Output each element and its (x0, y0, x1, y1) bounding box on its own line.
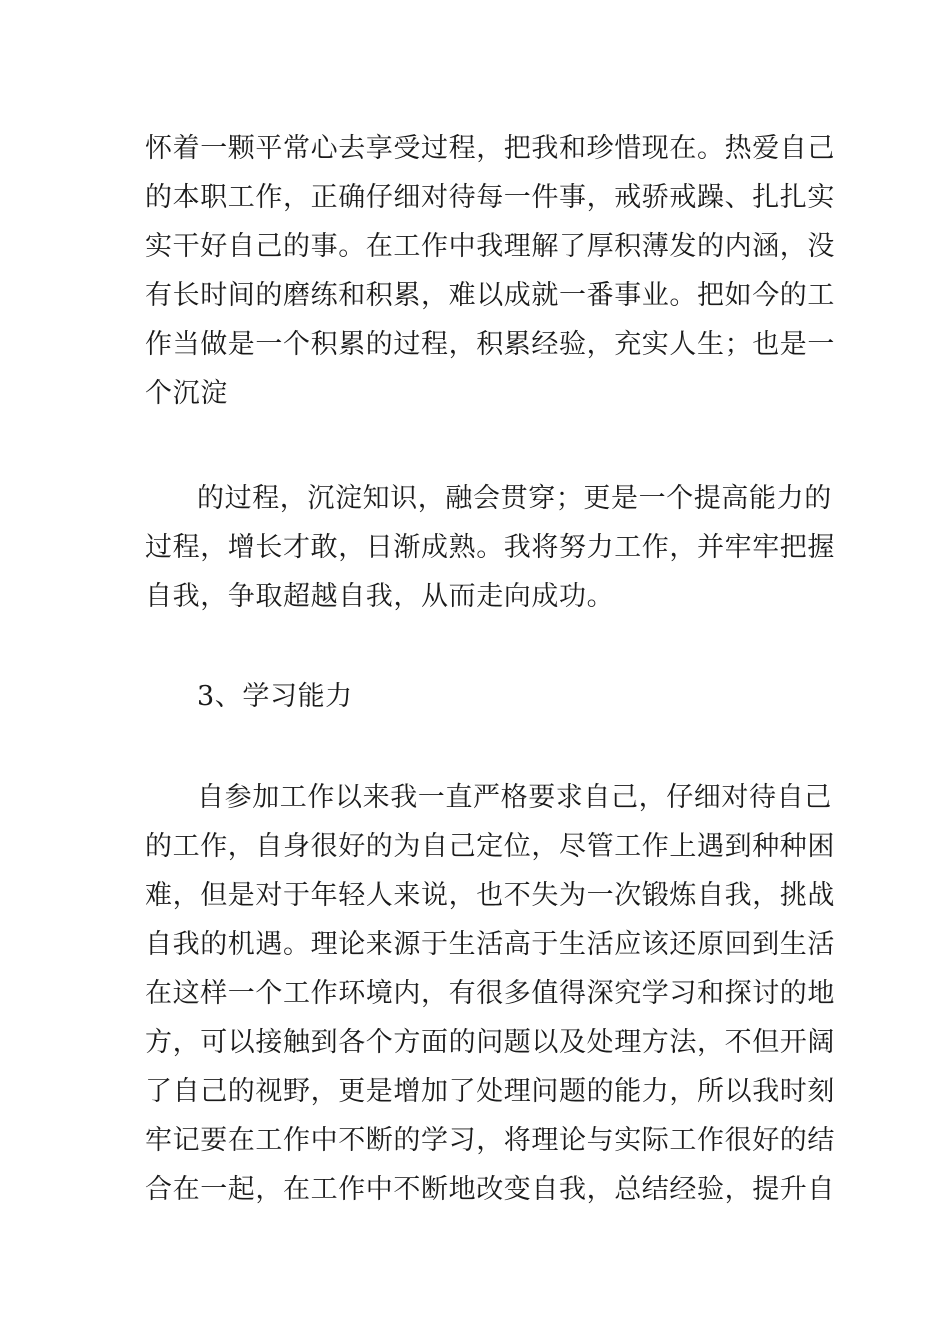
paragraph-3-line: 了自己的视野，更是增加了处理问题的能力，所以我时刻 (145, 1076, 835, 1107)
paragraph-1-line: 作当做是一个积累的过程，积累经验，充实人生；也是一 (145, 329, 835, 360)
section-heading: 3、学习能力 (197, 681, 353, 712)
paragraph-3-line: 在这样一个工作环境内，有很多值得深究学习和探讨的地 (145, 978, 835, 1009)
paragraph-1-line: 怀着一颗平常心去享受过程，把我和珍惜现在。热爱自己 (145, 133, 835, 164)
paragraph-3-line: 牢记要在工作中不断的学习，将理论与实际工作很好的结 (145, 1125, 835, 1156)
paragraph-3-line: 方，可以接触到各个方面的问题以及处理方法，不但开阔 (145, 1027, 835, 1058)
paragraph-3-line: 自参加工作以来我一直严格要求自己，仔细对待自己 (197, 782, 832, 813)
paragraph-1-line: 有长时间的磨练和积累，难以成就一番事业。把如今的工 (145, 280, 835, 311)
paragraph-2-line: 的过程，沉淀知识，融会贯穿；更是一个提高能力的 (197, 483, 832, 514)
paragraph-3-line: 难，但是对于年轻人来说，也不失为一次锻炼自我，挑战 (145, 880, 835, 911)
paragraph-3-line: 合在一起，在工作中不断地改变自我，总结经验，提升自 (145, 1174, 835, 1205)
paragraph-2-line: 自我，争取超越自我，从而走向成功。 (145, 581, 615, 612)
paragraph-1-line: 实干好自己的事。在工作中我理解了厚积薄发的内涵，没 (145, 231, 835, 262)
paragraph-1-line: 的本职工作，正确仔细对待每一件事，戒骄戒躁、扎扎实 (145, 182, 835, 213)
paragraph-2-line: 过程，增长才敢，日渐成熟。我将努力工作，并牢牢把握 (145, 532, 835, 563)
paragraph-3-line: 自我的机遇。理论来源于生活高于生活应该还原回到生活 (145, 929, 835, 960)
paragraph-1-line: 个沉淀 (145, 378, 228, 409)
paragraph-3-line: 的工作，自身很好的为自己定位，尽管工作上遇到种种困 (145, 831, 835, 862)
